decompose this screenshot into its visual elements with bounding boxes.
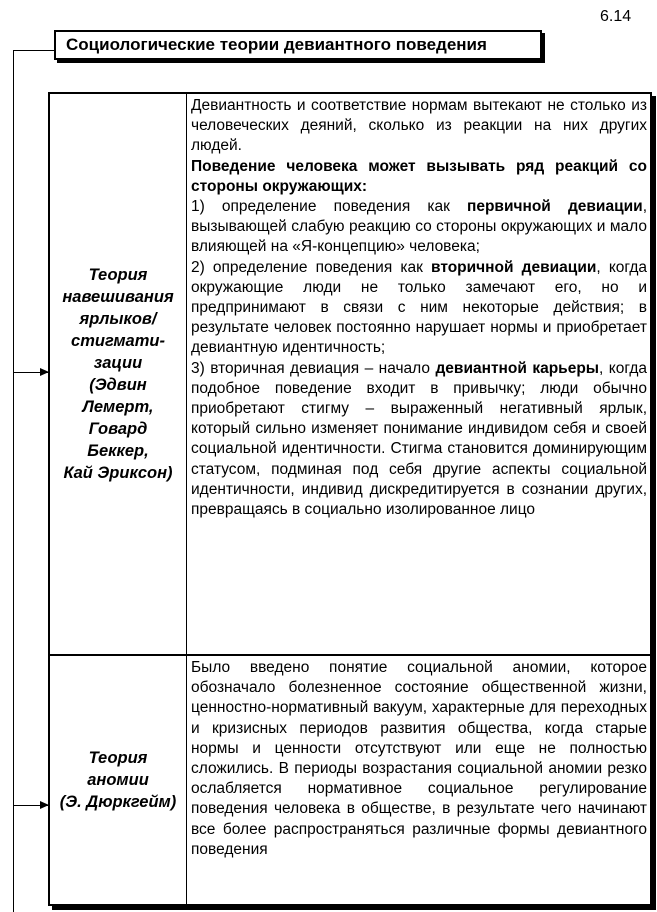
list-item: 2) определение поведения как вторичной девиации, когда окружающие люди не только замечают его, но и предпринимают в связи с ним некоторые действия; в результате человек постоянно нарушает нормы и приобретает девиантную идентичность;: [191, 258, 648, 357]
theory-name-line: (Э. Дюркгейм): [59, 793, 177, 811]
theory-name-line: Лемерт,: [82, 398, 154, 416]
intro-text: Девиантность и соответствие нормам вытекают не столько из человеческих деяний, сколько из реакции на них других людей.: [191, 97, 647, 155]
arrow-to-row-2: [14, 805, 48, 806]
connector-top: [13, 50, 54, 51]
connector-line: [13, 50, 14, 912]
table-row: [50, 94, 650, 654]
theories-table: [48, 92, 652, 906]
theory-name-line: стигмати-: [71, 332, 165, 350]
page-number: 6.14: [600, 8, 632, 25]
theory-description-cell: [187, 656, 650, 904]
page-title: Социологические теории девиантного поведения: [54, 30, 542, 60]
theory-name-line: Говард: [88, 420, 148, 438]
anomie-text: Было введено понятие социальной аномии, которое обозначало болезненное состояние общественной жизни, ценностно-нормативный вакуум, характерные для переходных и кризисных периодов развития общества, когда старые нормы и ценности отсутствуют или еще не полностью сложились. В периоды возрастания социальной аномии резко ослабляется нормативное социальное регулирование поведения человека в обществе, в результате чего начинают все более распространяться различные формы девиантного поведения: [191, 659, 647, 858]
theory-name-line: (Эдвин: [89, 376, 147, 394]
reactions-heading: Поведение человека может вызывать ряд реакций со стороны окружающих:: [191, 157, 647, 195]
theory-description-cell: [187, 94, 650, 654]
list-item: 1) определение поведения как первичной девиации, вызывающей слабую реакцию со стороны окружающих и мало влияющей на «Я-концепцию» человека;: [191, 198, 647, 256]
arrow-to-row-1: [14, 372, 48, 373]
theory-name-line: ярлыков/: [79, 310, 157, 328]
theory-name-line: Теория: [88, 749, 148, 767]
theory-name-line: аномии: [87, 771, 149, 789]
theory-name-cell: [50, 94, 187, 654]
table-row: [50, 654, 650, 904]
theory-name-line: Беккер,: [87, 442, 149, 460]
theory-name-line: Кай Эриксон): [63, 464, 173, 482]
list-item: 3) вторичная девиация – начало девиантной карьеры, когда подобное поведение входит в привычку; люди обычно приобретают стигму – выраженный негативный ярлык, который сильно изменяет понимание индивидом себя и своей социальной идентичности. Стигма становится доминирующим статусом, подминая под себя другие аспекты социальной идентичности, индивид дискредитируется в сознании других, превращаясь в социально изолированное лицо: [191, 359, 647, 519]
theory-name-cell: [50, 656, 187, 904]
theory-name-line: навешивания: [62, 288, 174, 306]
theory-name-line: зации: [93, 354, 143, 372]
theory-name-line: Теория: [88, 266, 148, 284]
